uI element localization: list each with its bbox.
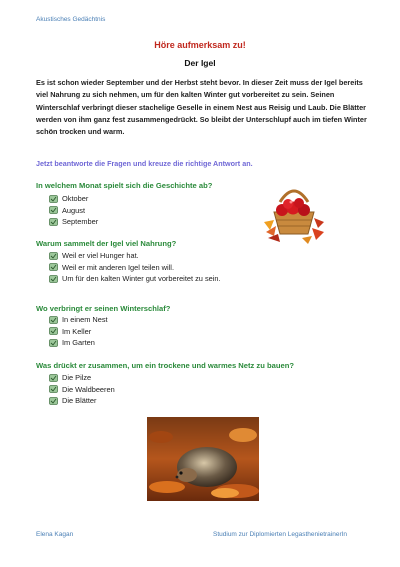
checkbox-icon[interactable] bbox=[49, 339, 58, 347]
answer-option[interactable] bbox=[49, 372, 115, 384]
checkbox-icon[interactable] bbox=[49, 397, 58, 405]
answer-label: Weil er viel Hunger hat. bbox=[62, 251, 139, 261]
apple-basket-icon bbox=[262, 182, 326, 244]
answer-option[interactable] bbox=[49, 314, 108, 326]
question-4: Was drückt er zusammen, um ein trockene und warmes Netz zu bauen? bbox=[36, 361, 294, 370]
checkbox-icon[interactable] bbox=[49, 275, 58, 283]
checkbox-icon[interactable] bbox=[49, 327, 58, 335]
checkbox-icon[interactable] bbox=[49, 385, 58, 393]
answer-option[interactable] bbox=[49, 326, 108, 338]
answer-label: Oktober bbox=[62, 194, 89, 204]
answer-list-2 bbox=[49, 250, 221, 285]
checkbox-icon[interactable] bbox=[49, 316, 58, 324]
answer-option[interactable] bbox=[49, 193, 98, 205]
answer-list-3 bbox=[49, 314, 108, 349]
answer-option[interactable] bbox=[49, 262, 221, 274]
answer-option[interactable] bbox=[49, 337, 108, 349]
answer-option[interactable] bbox=[49, 395, 115, 407]
answer-label: Die Waldbeeren bbox=[62, 384, 115, 394]
checkbox-icon[interactable] bbox=[49, 218, 58, 226]
question-1: In welchem Monat spielt sich die Geschichte ab? bbox=[36, 181, 213, 190]
answer-label: Im Keller bbox=[62, 326, 92, 336]
answer-option[interactable] bbox=[49, 216, 98, 228]
instruction-text: Jetzt beantworte die Fragen und kreuze die richtige Antwort an. bbox=[36, 159, 253, 168]
answer-label: Um für den kalten Winter gut vorbereitet zu sein. bbox=[62, 274, 221, 284]
answer-label: In einem Nest bbox=[62, 315, 108, 325]
answer-label: Weil er mit anderen Igel teilen will. bbox=[62, 262, 175, 272]
answer-option[interactable] bbox=[49, 250, 221, 262]
question-2: Warum sammelt der Igel viel Nahrung? bbox=[36, 239, 177, 248]
page-header: Akustisches Gedächtnis bbox=[36, 16, 106, 23]
page-title: Höre aufmerksam zu! bbox=[154, 40, 246, 50]
answer-label: Die Pilze bbox=[62, 373, 92, 383]
question-3: Wo verbringt er seinen Winterschlaf? bbox=[36, 304, 171, 313]
story-text: Es ist schon wieder September und der Herbst steht bevor. In dieser Zeit muss der Igel bereits viel Nahrung zu sich nehmen, um für den kalten Winter gut vorbereitet zu sein. Seinen Winterschlaf verbringt dieser stachelige Geselle in einem Nest aus Reisig und Laub. Die Blätter werden von ihm ganz fest zusammengedrückt. So bleibt der Unterschlupf auch im tiefen Winter schön trocken und warm. bbox=[36, 78, 367, 137]
hedgehog-photo bbox=[147, 417, 259, 501]
footer-author: Elena Kagan bbox=[36, 531, 74, 538]
answer-list-4 bbox=[49, 372, 115, 407]
checkbox-icon[interactable] bbox=[49, 195, 58, 203]
checkbox-icon[interactable] bbox=[49, 263, 58, 271]
checkbox-icon[interactable] bbox=[49, 252, 58, 260]
footer-course: Studium zur Diplomierten LegasthenietrainerIn bbox=[213, 531, 348, 538]
answer-option[interactable] bbox=[49, 273, 221, 285]
answer-option[interactable] bbox=[49, 205, 98, 217]
checkbox-icon[interactable] bbox=[49, 374, 58, 382]
answer-label: August bbox=[62, 205, 86, 215]
answer-label: Im Garten bbox=[62, 338, 95, 348]
checkbox-icon[interactable] bbox=[49, 206, 58, 214]
answer-label: September bbox=[62, 217, 99, 227]
answer-list-1 bbox=[49, 193, 98, 228]
story-title: Der Igel bbox=[184, 58, 216, 68]
answer-option[interactable] bbox=[49, 384, 115, 396]
answer-label: Die Blätter bbox=[62, 396, 97, 406]
